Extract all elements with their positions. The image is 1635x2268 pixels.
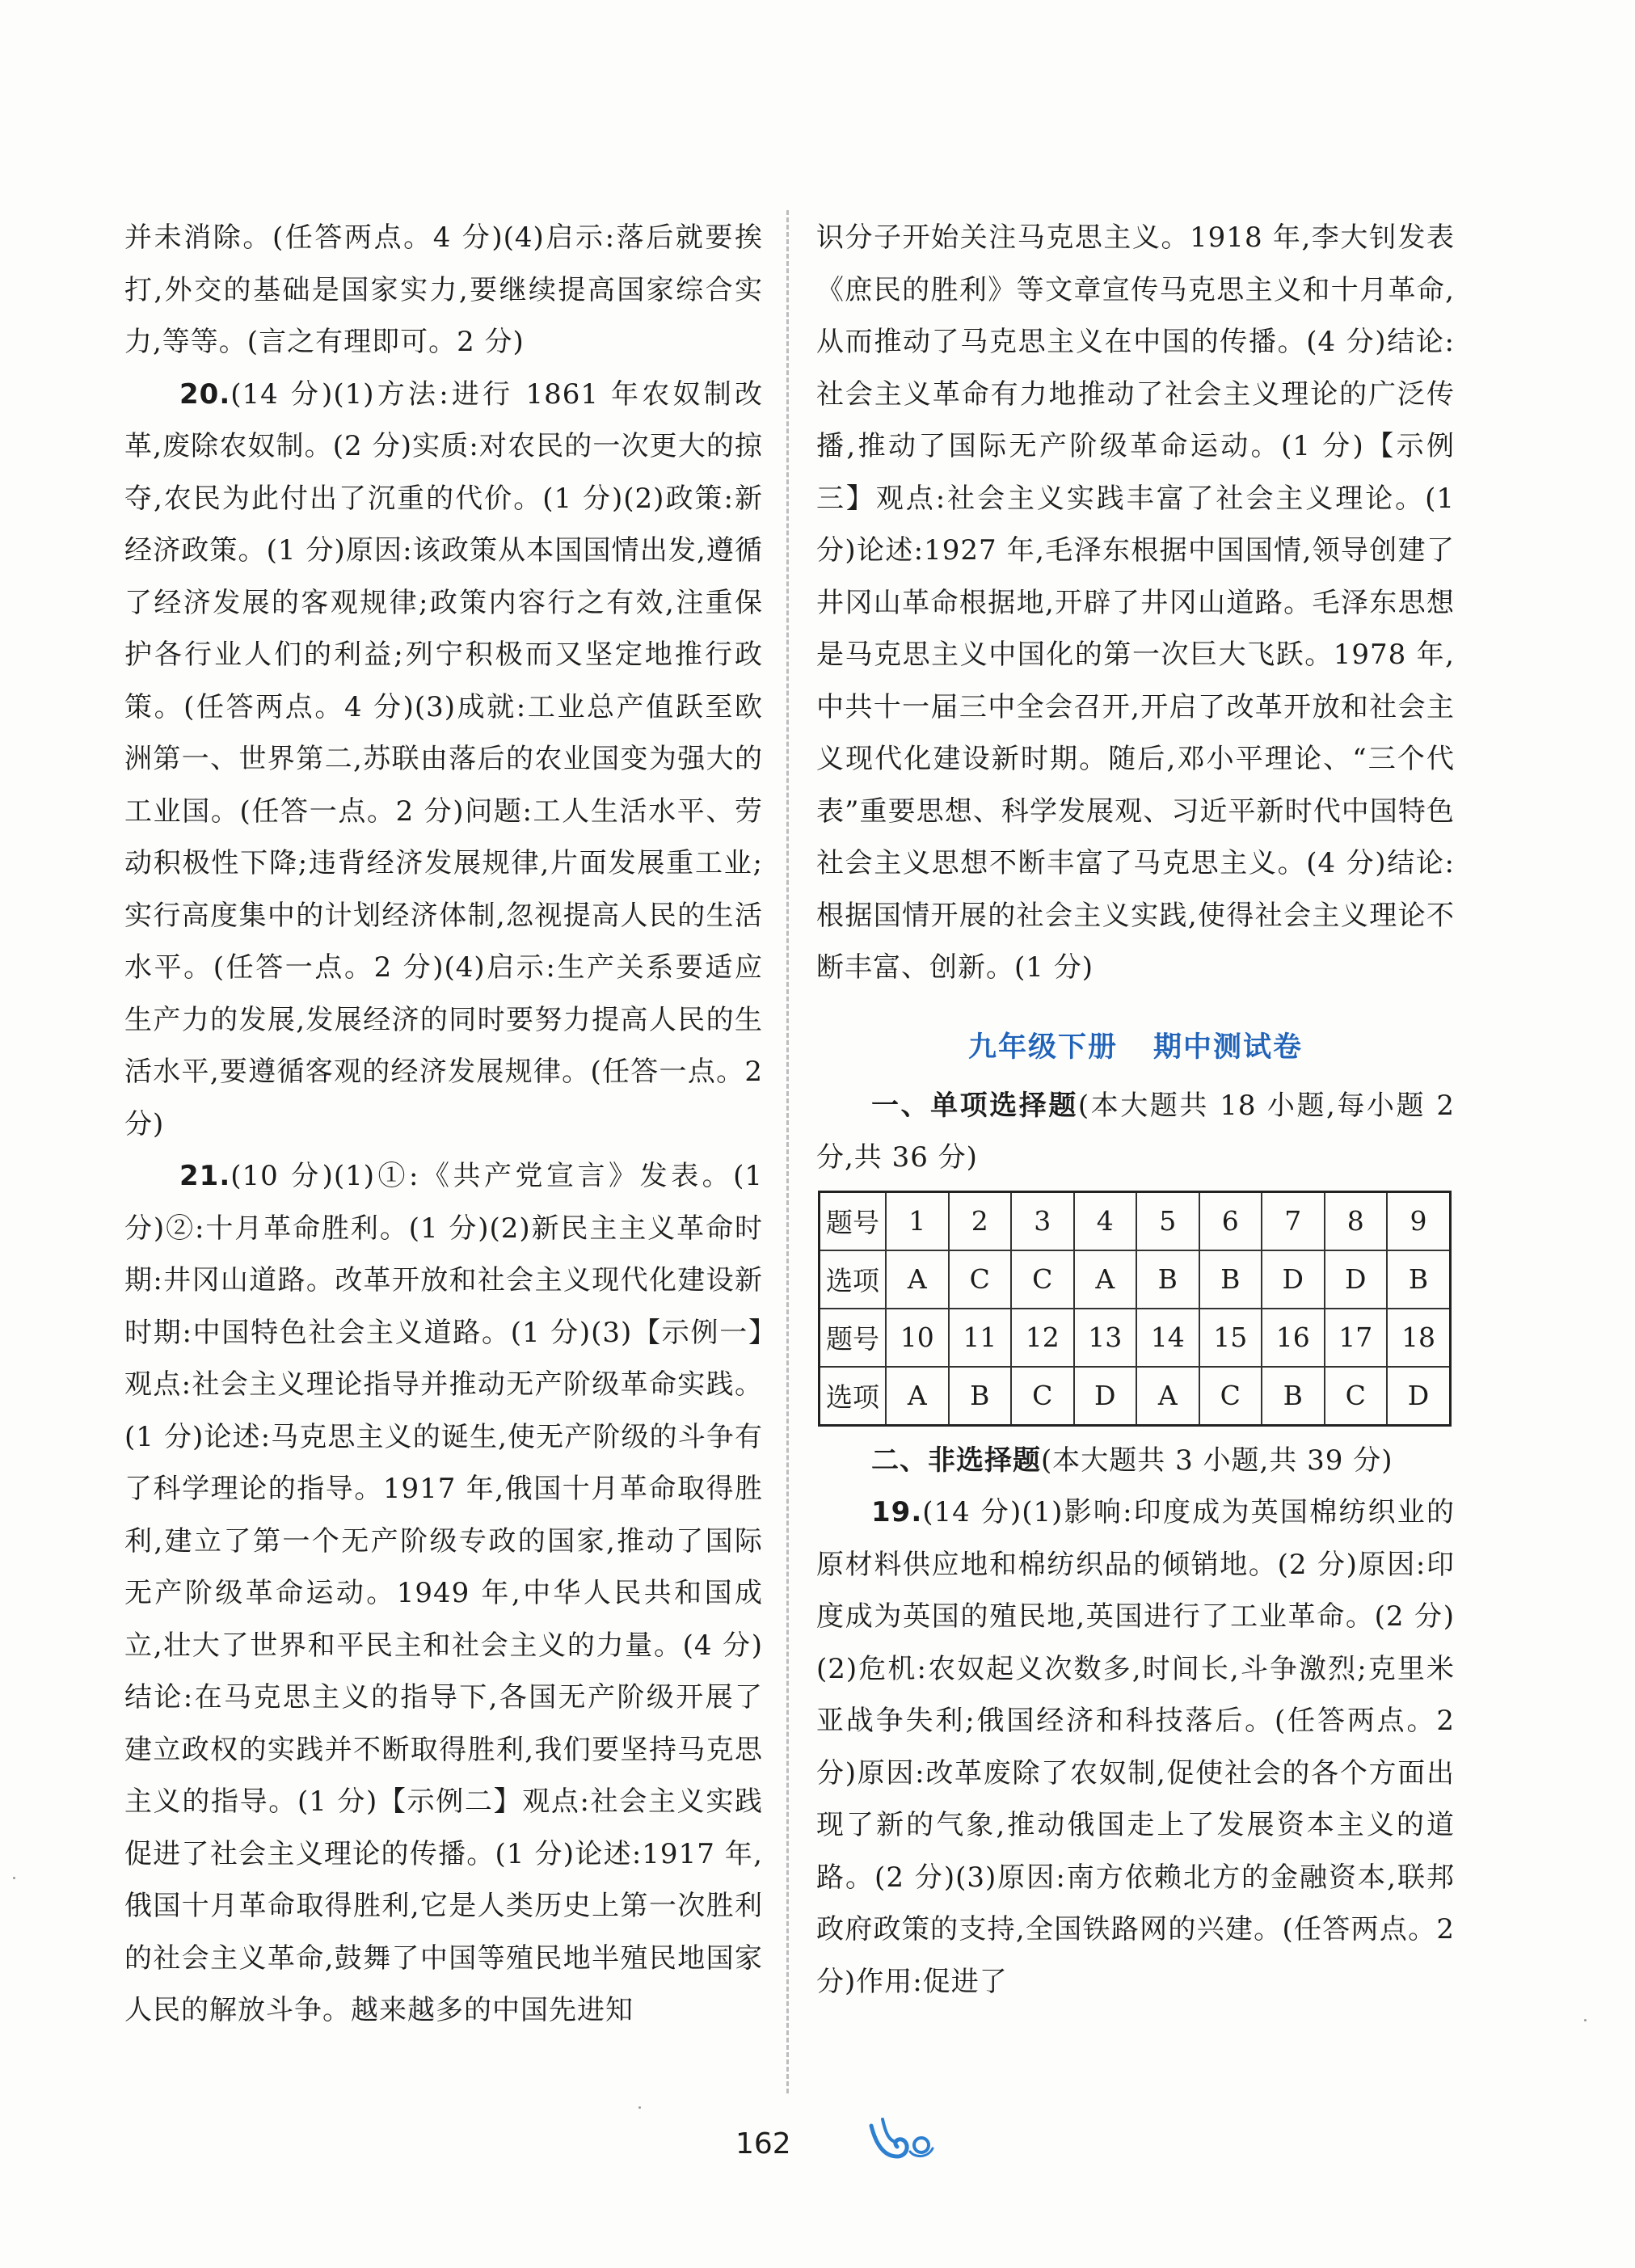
table-cell: 13 — [1074, 1309, 1137, 1367]
table-cell: C — [1325, 1367, 1388, 1426]
question-text: (14 分)(1)影响:印度成为英国棉纺织业的原材料供应地和棉纺织品的倾销地。(2 分)原因:印度成为英国的殖民地,英国进行了工业革命。(2 分)(2)危机:农奴起义次数多,时间长,斗争激烈;克里米亚战争失利;俄国经济和科技落后。(任答两点。2 分)原因:改革废除了农奴制,促使社会的各个方面出现了新的气象,推动俄国走上了发展资本主义的道路。(2 分)(3)原因:南方依赖北方的金融资本,联邦政府政策的支持,全国铁路网的兴建。(任答两点。2 分)作用:促进了 — [816, 1496, 1455, 1998]
section-title-exam: 期中测试卷 — [1153, 1031, 1304, 1064]
page-number: 162 — [735, 2127, 791, 2161]
table-cell: B — [1136, 1250, 1199, 1309]
part2-note: (本大题共 3 小题,共 39 分) — [1041, 1444, 1393, 1477]
table-cell: B — [1262, 1367, 1325, 1426]
part1-note: (本大题共 18 小题,每小题 2 分,共 36 分) — [816, 1089, 1456, 1174]
table-cell: B — [1199, 1250, 1262, 1309]
left-column — [124, 212, 763, 2037]
part1-heading — [816, 1080, 1455, 1184]
part1-label: 一、单项选择题 — [871, 1089, 1078, 1122]
table-cell: 16 — [1262, 1309, 1325, 1367]
part2-label: 二、非选择题 — [871, 1444, 1041, 1477]
table-cell: C — [1011, 1367, 1074, 1426]
question-number: 19. — [871, 1496, 923, 1528]
answer-table — [818, 1191, 1452, 1427]
table-cell: 4 — [1074, 1191, 1137, 1250]
table-cell: 6 — [1199, 1191, 1262, 1250]
table-cell: 选项 — [820, 1250, 887, 1309]
table-cell: A — [1074, 1250, 1137, 1309]
table-row — [820, 1191, 1451, 1250]
scan-speck — [1584, 2019, 1587, 2021]
question-number: 20. — [179, 377, 231, 411]
table-cell: 1 — [886, 1191, 949, 1250]
table-cell: 10 — [886, 1309, 949, 1367]
table-cell: D — [1325, 1250, 1388, 1309]
table-cell: C — [1199, 1367, 1262, 1426]
table-cell: 5 — [1136, 1191, 1199, 1250]
part2-heading — [816, 1435, 1455, 1487]
table-cell: 9 — [1387, 1191, 1451, 1250]
table-cell: D — [1387, 1367, 1451, 1426]
table-cell: D — [1262, 1250, 1325, 1309]
table-cell: 12 — [1011, 1309, 1074, 1367]
section-title — [816, 1022, 1455, 1073]
question-20 — [124, 369, 763, 1151]
table-row — [820, 1309, 1451, 1367]
table-cell: 2 — [949, 1191, 1012, 1250]
table-cell: 17 — [1325, 1309, 1388, 1367]
section-title-grade: 九年级下册 — [967, 1031, 1118, 1064]
table-cell: 题号 — [820, 1309, 887, 1367]
scan-speck — [13, 1877, 15, 1879]
scan-speck — [638, 2106, 641, 2109]
question-number: 21. — [179, 1160, 231, 1192]
table-cell: 题号 — [820, 1191, 887, 1250]
paragraph-q19-end: 并未消除。(任答两点。4 分)(4)启示:落后就要挨打,外交的基础是国家实力,要继续提高国家综合实力,等等。(言之有理即可。2 分) — [124, 221, 763, 358]
table-cell: 7 — [1262, 1191, 1325, 1250]
question-text: (14 分)(1)方法:进行 1861 年农奴制改革,废除农奴制。(2 分)实质:对农民的一次更大的掠夺,农民为此付出了沉重的代价。(1 分)(2)政策:新经济政策。(1 分)原因:该政策从本国国情出发,遵循了经济发展的客观规律;政策内容行之有效,注重保护各行业人们的利益;列宁积极而又坚定地推行政策。(任答两点。4 分)(3)成就:工业总产值跃至欧洲第一、世界第二,苏联由落后的农业国变为强大的工业国。(任答一点。2 分)问题:工人生活水平、劳动积极性下降;违背经济发展规律,片面发展重工业;实行高度集中的计划经济体制,忽视提高人民的生活水平。(任答一点。2 分)(4)启示:生产关系要适应生产力的发展,发展经济的同时要努力提高人民的生活水平,要遵循客观的经济发展规律。(任答一点。2 分) — [124, 377, 763, 1140]
column-divider — [786, 210, 789, 2093]
table-cell: D — [1074, 1367, 1137, 1426]
table-cell: C — [1011, 1250, 1074, 1309]
table-cell: 14 — [1136, 1309, 1199, 1367]
table-cell: 3 — [1011, 1191, 1074, 1250]
table-row — [820, 1250, 1451, 1309]
table-cell: 11 — [949, 1309, 1012, 1367]
question-19 — [816, 1486, 1455, 2008]
table-cell: 选项 — [820, 1367, 887, 1426]
table-cell: A — [886, 1367, 949, 1426]
table-cell: B — [949, 1367, 1012, 1426]
table-cell: B — [1387, 1250, 1451, 1309]
question-text: (10 分)(1)①:《共产党宣言》发表。(1 分)②:十月革命胜利。(1 分)(2)新民主主义革命时期:井冈山道路。改革开放和社会主义现代化建设新时期:中国特色社会主义道路。(1 分)(3)【示例一】观点:社会主义理论指导并推动无产阶级革命实践。(1 分)论述:马克思主义的诞生,使无产阶级的斗争有了科学理论的指导。1917 年,俄国十月革命取得胜利,建立了第一个无产阶级专政的国家,推动了国际无产阶级革命运动。1949 年,中华人民共和国成立,壮大了世界和平民主和社会主义的力量。(4 分)结论:在马克思主义的指导下,各国无产阶级开展了建立政权的实践并不断取得胜利,我们要坚持马克思主义的指导。(1 分)【示例二】观点:社会主义实践促进了社会主义理论的传播。(1 分)论述:1917 年,俄国十月革命取得胜利,它是人类历史上第一次胜利的社会主义革命,鼓舞了中国等殖民地半殖民地国家人民的解放斗争。越来越多的中国先进知 — [124, 1160, 763, 2026]
table-row — [820, 1367, 1451, 1426]
table-cell: 15 — [1199, 1309, 1262, 1367]
table-cell: 8 — [1325, 1191, 1388, 1250]
table-cell: 18 — [1387, 1309, 1451, 1367]
table-cell: A — [886, 1250, 949, 1309]
table-cell: C — [949, 1250, 1012, 1309]
question-21 — [124, 1150, 763, 2037]
paragraph-q21-continued: 识分子开始关注马克思主义。1918 年,李大钊发表《庶民的胜利》等文章宣传马克思主义和十月革命,从而推动了马克思主义在中国的传播。(4 分)结论:社会主义革命有力地推动了社会主义理论的广泛传播,推动了国际无产阶级革命运动。(1 分)【示例三】观点:社会主义实践丰富了社会主义理论。(1 分)论述:1927 年,毛泽东根据中国国情,领导创建了井冈山革命根据地,开辟了井冈山道路。毛泽东思想是马克思主义中国化的第一次巨大飞跃。1978 年,中共十一届三中全会召开,开启了改革开放和社会主义现代化建设新时期。随后,邓小平理论、“三个代表”重要思想、科学发展观、习近平新时代中国特色社会主义思想不断丰富了马克思主义。(4 分)结论:根据国情开展的社会主义实践,使得社会主义理论不断丰富、创新。(1 分) — [816, 221, 1455, 984]
decorative-wave-logo-icon — [865, 2110, 938, 2166]
table-cell: A — [1136, 1367, 1199, 1426]
right-column — [816, 212, 1455, 2008]
